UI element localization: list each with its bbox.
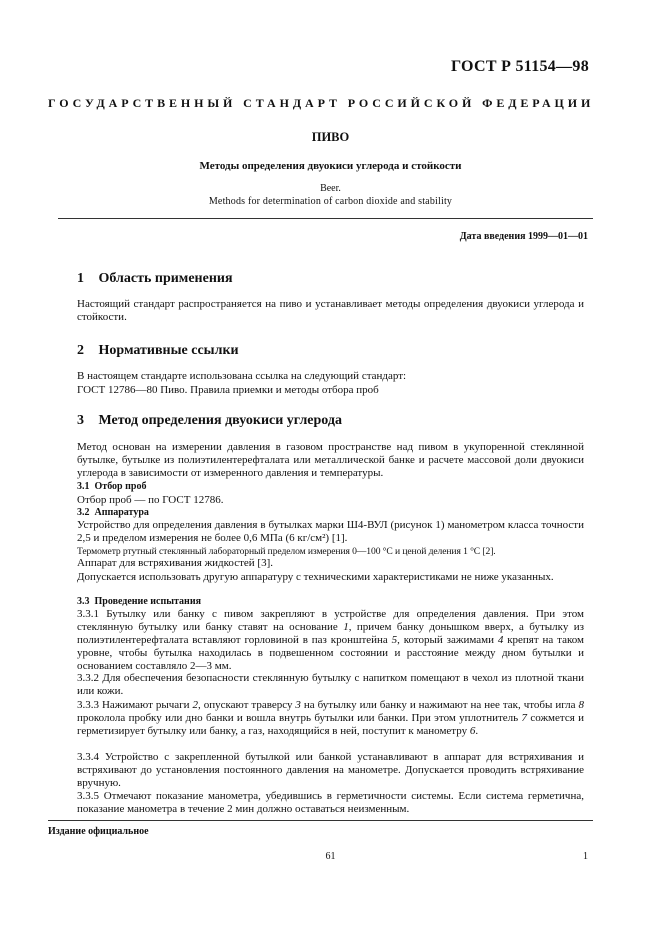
subsection-3-2-heading: 3.2 Аппаратура [77,507,149,518]
apparatus-shaker-text: Аппарат для встряхивания жидкостей [3]. [77,557,273,569]
sheet-number: 1 [583,851,588,862]
section-number: 1 [77,271,84,286]
section-title: Метод определения двуокиси углерода [98,413,342,428]
paragraph-3-3-5: 3.3.5 Отмечают показание манометра, убедившись в герметичности системы. Если система герметична, показание манометра в течение 2 мин должно оставаться неизменным. [77,790,584,815]
section-number: 2 [77,343,84,358]
subsection-3-1-heading: 3.1 Отбор проб [77,481,147,492]
section-1-heading [77,271,233,287]
paragraph-3-3-3: 3.3.3 Нажимают рычаги 2, опускают траверсу 3 на бутылку или банку и нажимают на нее так, чтобы игла 8 проколола пробку или дно банки и вошла внутрь бутылки или банки. При этом уплотнитель 7 сожмется и герметизирует бутылку или банку, а газ, находящийся в ней, поступит к манометру 6. [77,699,584,737]
english-title: Beer. [320,183,341,194]
document-title: ПИВО [311,130,350,144]
section-number: 3 [77,413,84,428]
apparatus-thermometer-text: Термометр ртутный стеклянный лабораторный пределом измерения 0—100 °С и ценой деления 1 °С [2]. [77,546,496,557]
section-2-heading [77,343,239,359]
section-title: Область применения [98,271,233,286]
paragraph-3-3-4: 3.3.4 Устройство с закрепленной бутылкой или банкой устанавливают в аппарат для встряхивания и встряхивают до установления постоянного давления на манометре. Допускается проводить встряхивание вручную. [77,751,584,789]
reference-item: ГОСТ 12786—80 Пиво. Правила приемки и методы отбора проб [77,384,379,396]
header-divider [58,218,593,219]
official-edition-label: Издание официальное [48,826,149,837]
section-1-text: Настоящий стандарт распространяется на пиво и устанавливает методы определения двуокиси углерода и стойкости. [77,298,584,323]
method-intro: Метод основан на измерении давления в газовом пространстве над пивом в укупоренной стеклянной бутылке, бутылке из полиэтилентерефталата или металлической банке и расчете массовой доли двуокиси углерода в зависимости от измеренного давления и температуры. [77,441,584,479]
document-subtitle: Методы определения двуокиси углерода и стойкости [199,160,462,172]
footer-divider [48,820,593,821]
sampling-text: Отбор проб — по ГОСТ 12786. [77,494,224,506]
introduction-date: Дата введения 1999—01—01 [459,231,588,242]
apparatus-device-text: Устройство для определения давления в бутылках марки Ш4-ВУЛ (рисунок 1) манометром класса точности 2,5 и пределом измерения не более 0,6 МПа (6 кг/см²) [1]. [77,519,584,544]
standard-code: ГОСТ Р 51154—98 [450,58,589,75]
english-subtitle: Methods for determination of carbon dioxide and stability [208,196,453,207]
section-title: Нормативные ссылки [98,343,239,358]
references-intro: В настоящем стандарте использована ссылка на следующий стандарт: [77,370,407,382]
paragraph-3-3-2: 3.3.2 Для обеспечения безопасности стеклянную бутылку с напитком помещают в чехол из плотной ткани или кожи. [77,672,584,697]
state-standard-heading: ГОСУДАРСТВЕННЫЙ СТАНДАРТ РОССИЙСКОЙ ФЕДЕРАЦИИ [48,96,595,110]
paragraph-3-3-1: 3.3.1 Бутылку или банку с пивом закрепляют в устройстве для определения давления. При этом стеклянную бутылку или банку ставят на основание 1, причем банку донышком вверх, а бутылку из полиэтилентерефталата вставляют горловиной в паз кронштейна 5, который зажимами 4 крепят на таком уровне, чтобы бутылка находилась в подвешенном состоянии и расстояние между дном бутылки и основанием составляло 2—3 мм. [77,608,584,672]
subsection-3-3-heading: 3.3 Проведение испытания [77,596,201,607]
section-3-heading [77,413,342,429]
page-number: 61 [325,851,336,862]
apparatus-alternative-text: Допускается использовать другую аппаратуру с техническими характеристиками не ниже указанных. [77,571,554,583]
